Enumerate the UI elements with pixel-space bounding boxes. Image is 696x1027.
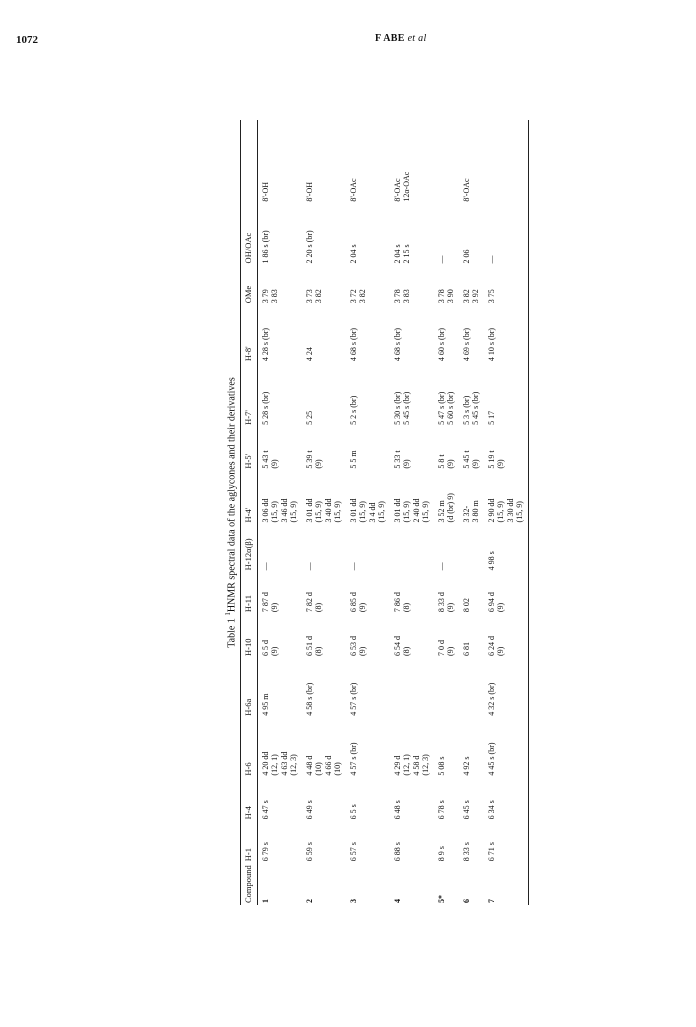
compound-number: 4 [392,899,402,903]
column-header: H-1 [241,821,258,863]
cell-line: (15, 9) [515,501,524,523]
cell-line: 5 3 s (br) [461,395,471,425]
column-header: OH/OAc [241,204,258,266]
table-cell [302,120,346,204]
table-cell [434,363,459,427]
table-cell [346,427,390,471]
table-cell [390,265,434,305]
table-cell [302,204,346,266]
cell-line: (9) [496,646,505,656]
cell-line: (10) [314,762,323,776]
column-header: H-11 [241,572,258,614]
running-header-authors: F ABE [375,33,405,44]
cell-line: 5 33 t [392,450,402,469]
table-caption-sup: 1 [224,612,232,616]
table-cell [434,658,459,718]
cell-line: (15, 9) [402,501,411,523]
table-cell [302,471,346,525]
cell-line: (9) [358,646,367,656]
cell-line: 8'-OH [260,181,270,202]
cell-line: 3 82 [314,289,323,304]
table-cell [390,718,434,778]
table-cell [257,572,302,614]
table-cell [346,658,390,718]
cell-line: — [436,255,446,264]
cell-line: (15, 9) [289,501,298,523]
column-header: OMe [241,265,258,305]
cell-line: 3 01 dd [392,498,402,523]
cell-line: 5 17 [486,410,496,425]
table-cell [257,821,302,863]
table-cell [459,427,484,471]
table-cell [390,305,434,363]
cell-line: (15, 9) [421,501,430,523]
table-cell [484,120,529,204]
table-cell [434,614,459,658]
column-header: H-6a [241,658,258,718]
table-cell [390,821,434,863]
table-cell [346,471,390,525]
table-cell [434,204,459,266]
table-cell [257,718,302,778]
cell-line: 5 08 s [436,756,446,776]
table-cell [484,821,529,863]
cell-line: (15, 9) [496,501,505,523]
cell-line: — [486,255,496,264]
cell-line: 5 25 [304,410,314,425]
cell-line: 4 60 s (br) [436,327,446,362]
cell-line: (8) [402,646,411,656]
cell-line: 5 30 s (br) [392,391,402,425]
cell-line: (15, 9) [314,501,323,523]
cell-line: — [304,562,314,571]
cell-line: 3 06 dd [260,498,270,523]
table-cell [459,572,484,614]
table-cell [390,120,434,204]
cell-line: 6 48 s [392,800,402,820]
table-cell [346,572,390,614]
table-cell [346,718,390,778]
table-cell [302,427,346,471]
compound-number: 6 [461,899,471,903]
cell-line: 4 57 s (br) [348,682,358,716]
cell-line: (9) [496,459,505,469]
cell-line: (12, 1) [270,754,279,776]
cell-line: 4 66 d [323,755,333,776]
column-header: H-8' [241,305,258,363]
cell-line: (9) [446,459,455,469]
cell-line: 6 79 s [260,842,270,862]
cell-line: 5 45 t [461,450,471,469]
table-body [257,120,528,905]
table-cell [257,204,302,266]
cell-line: 8'-OAc [392,178,402,202]
cell-line: 3 82 [461,289,471,304]
cell-line: 1 86 s (br) [260,230,270,264]
table-cell [257,524,302,572]
column-header: H-4' [241,471,258,525]
cell-line: 6 5 s [348,804,358,820]
cell-line: (15, 9) [358,501,367,523]
cell-line: 4 28 s (br) [260,327,270,362]
cell-line: 3 92 [471,289,480,304]
table-caption-text: HNMR spectral data of the aglycones and their derivatives [226,377,238,613]
cell-line: (10) [333,762,342,776]
compound-number: 1 [260,899,270,903]
cell-line: 6 34 s [486,800,496,820]
compound-number: 7 [484,863,529,905]
table-cell [484,658,529,718]
table-cell [346,305,390,363]
table-cell [459,658,484,718]
cell-line: 6 5 d [260,639,270,656]
table-cell [434,265,459,305]
cell-line: 5 2 s (br) [348,395,358,425]
table-cell [434,471,459,525]
table-row [390,120,434,905]
cell-line: 2 15 s [402,244,411,264]
cell-line: 6 54 d [392,635,402,656]
table-cell [484,614,529,658]
table-cell [459,471,484,525]
cell-line: 4 68 s (br) [392,327,402,362]
cell-line: (9) [270,646,279,656]
running-header-etal: et al [407,33,427,44]
table-cell [434,305,459,363]
table-cell [484,204,529,266]
table-cell [459,265,484,305]
table-cell [257,427,302,471]
cell-line: 5 39 t [304,450,314,469]
cell-line: (12, 3) [421,754,430,776]
table-cell [302,265,346,305]
column-header [241,120,258,204]
cell-line: 3 80 m [471,500,480,523]
column-header: H-7' [241,363,258,427]
table-cell [484,524,529,572]
cell-line: 4 57 s (br) [348,742,358,776]
table-cell [484,572,529,614]
cell-line: 5 8 t [436,454,446,469]
cell-line: 6 47 s [260,800,270,820]
cell-line: 7 82 d [304,592,314,613]
cell-line: 2 20 s (br) [304,230,314,264]
table-row [484,120,529,905]
table-cell [390,363,434,427]
table-cell [390,572,434,614]
table-cell [257,614,302,658]
table-cell [302,363,346,427]
table-cell [484,427,529,471]
table-cell [459,363,484,427]
table-header-row [241,120,258,905]
table-cell [459,305,484,363]
table-cell [257,778,302,822]
cell-line: (15, 9) [333,501,342,523]
cell-line: (12, 1) [402,754,411,776]
cell-line: 6 24 d [486,635,496,656]
table-cell [484,471,529,525]
cell-line: (12, 3) [289,754,298,776]
cell-line: 4 69 s (br) [461,327,471,362]
column-header: H-10 [241,614,258,658]
cell-line: 3 4 dd [367,502,377,523]
cell-line: 5 45 s (br) [402,391,411,425]
cell-line: 4 29 d [392,755,402,776]
table-cell [390,204,434,266]
cell-line: 12α-OAc [402,171,411,202]
cell-line: 8 02 [461,598,471,613]
table-cell [390,427,434,471]
cell-line: 6 49 s [304,800,314,820]
cell-line: 3 40 dd [323,498,333,523]
table-cell [346,614,390,658]
cell-line: 6 71 s [486,842,496,862]
table-cell [257,658,302,718]
cell-line: 6 88 s [392,842,402,862]
cell-line: 5 43 t [260,450,270,469]
cell-line: 5 45 s (br) [471,391,480,425]
cell-line: (9) [270,602,279,613]
cell-line: 7 87 d [260,592,270,613]
cell-line: (9) [314,459,323,469]
running-header [375,33,427,44]
cell-line: 6 85 d [348,592,358,613]
compound-number: 2 [304,899,314,903]
cell-line: 6 53 d [348,635,358,656]
table-cell [346,204,390,266]
cell-line: 8 33 d [436,592,446,613]
cell-line: 3 52 m [436,500,446,523]
cell-line: 2 06 [461,249,471,264]
table-cell [302,614,346,658]
table-cell [459,821,484,863]
table-cell [346,120,390,204]
table-row [257,120,302,905]
cell-line: (d (br) 9) [446,493,455,523]
cell-line: — [348,562,358,571]
column-header: H-12α(β) [241,524,258,572]
cell-line: 4 10 s (br) [486,327,496,362]
table-cell [346,524,390,572]
table-caption [220,120,236,905]
cell-line: 2 40 dd [411,498,421,523]
table-cell [434,821,459,863]
cell-line: (9) [446,646,455,656]
cell-line: (9) [496,602,505,613]
page-number: 1072 [16,34,38,46]
cell-line: 3 78 [436,289,446,304]
cell-line: — [436,562,446,571]
cell-line: — [260,562,270,571]
cell-line: 8'-OAc [461,178,471,202]
cell-line: 6 94 d [486,592,496,613]
cell-line: 3 73 [304,289,314,304]
table-cell [302,718,346,778]
table-cell [390,778,434,822]
cell-line: 3 01 dd [304,498,314,523]
cell-line: 3 82 [358,289,367,304]
table-cell [459,614,484,658]
table-cell [434,120,459,204]
table-cell [434,572,459,614]
table-cell [302,821,346,863]
table-caption-prefix: Table 1 [226,615,238,648]
table-cell [484,363,529,427]
cell-line: 4 68 s (br) [348,327,358,362]
table-cell [390,471,434,525]
column-header: H-5' [241,427,258,471]
table-cell [346,821,390,863]
cell-line: 4 45 s (br) [486,742,496,776]
cell-line: 7 86 d [392,592,402,613]
table-cell [459,120,484,204]
cell-line: 2 04 s [348,244,358,264]
table-row [434,120,459,905]
compound-number: 3 [348,899,358,903]
table-cell [390,658,434,718]
cell-line: (9) [471,459,480,469]
rotated-table-block [220,120,524,905]
cell-line: 6 57 s [348,842,358,862]
cell-line: 4 32 s (br) [486,682,496,716]
table-row [459,120,484,905]
cell-line: 3 83 [270,289,279,304]
cell-line: 2 04 s [392,244,402,264]
cell-line: 5 60 s (br) [446,391,455,425]
cell-line: 4 20 dd [260,751,270,776]
cell-line: 6 59 s [304,842,314,862]
cell-line: 4 98 s [486,551,496,571]
table-cell [302,778,346,822]
table-cell [459,718,484,778]
table-cell [346,363,390,427]
cell-line: 3 79 [260,289,270,304]
cell-line: 3 01 dd [348,498,358,523]
column-header: Compound [241,863,258,905]
table-cell [484,305,529,363]
cell-line: 5 28 s (br) [260,391,270,425]
cell-line: 4 48 d [304,755,314,776]
cell-line: (9) [358,602,367,613]
table-cell [459,778,484,822]
table-cell [257,471,302,525]
cell-line: (15, 9) [270,501,279,523]
cell-line: (8) [314,646,323,656]
table-row [302,120,346,905]
cell-line: 3 78 [392,289,402,304]
table-cell [390,524,434,572]
table-cell [257,363,302,427]
cell-line: 5 5 m [348,450,358,469]
table-row [346,120,390,905]
table-cell [346,265,390,305]
table-cell [434,524,459,572]
cell-line: 8 9 s [436,846,446,862]
table-cell [484,778,529,822]
cell-line: 3 75 [486,289,496,304]
table-cell [346,778,390,822]
cell-line: (8) [314,602,323,613]
table-cell [459,524,484,572]
cell-line: 4 24 [304,347,314,362]
column-header: H-6 [241,718,258,778]
cell-line: 3 46 dd [279,498,289,523]
cell-line: 4 58 s (br) [304,682,314,716]
cell-line: 6 81 [461,641,471,656]
cell-line: 6 51 d [304,635,314,656]
table-cell [257,305,302,363]
cell-line: 4 95 m [260,693,270,716]
table-cell [302,524,346,572]
cell-line: 3 32- [461,505,471,523]
table-cell [484,718,529,778]
cell-line: (9) [270,459,279,469]
table-cell [257,120,302,204]
cell-line: 6 45 s [461,800,471,820]
cell-line: 8'-OH [304,181,314,202]
cell-line: 8 33 s [461,842,471,862]
table-cell [434,427,459,471]
table-cell [257,265,302,305]
compound-number: 5* [436,895,446,903]
column-header: H-4 [241,778,258,822]
table-cell [434,778,459,822]
cell-line: 4 58 d [411,755,421,776]
table-cell [302,572,346,614]
cell-line: 5 47 s (br) [436,391,446,425]
cell-line: 3 83 [402,289,411,304]
cell-line: 3 72 [348,289,358,304]
cell-line: (15, 9) [377,501,386,523]
table-cell [390,614,434,658]
table-cell [302,658,346,718]
nmr-table [240,120,529,905]
cell-line: 3 90 [446,289,455,304]
cell-line: 8'-OAc [348,178,358,202]
table-cell [302,305,346,363]
cell-line: 3 30 dd [505,498,515,523]
cell-line: 6 78 s [436,800,446,820]
cell-line: 4 63 dd [279,751,289,776]
cell-line: (8) [402,602,411,613]
table-cell [484,265,529,305]
cell-line: 2 90 dd [486,498,496,523]
cell-line: (9) [446,602,455,613]
cell-line: 4 92 s [461,756,471,776]
table-cell [434,718,459,778]
table-cell [459,204,484,266]
cell-line: 5 19 t [486,450,496,469]
cell-line: (9) [402,459,411,469]
cell-line: 7 0 d [436,639,446,656]
